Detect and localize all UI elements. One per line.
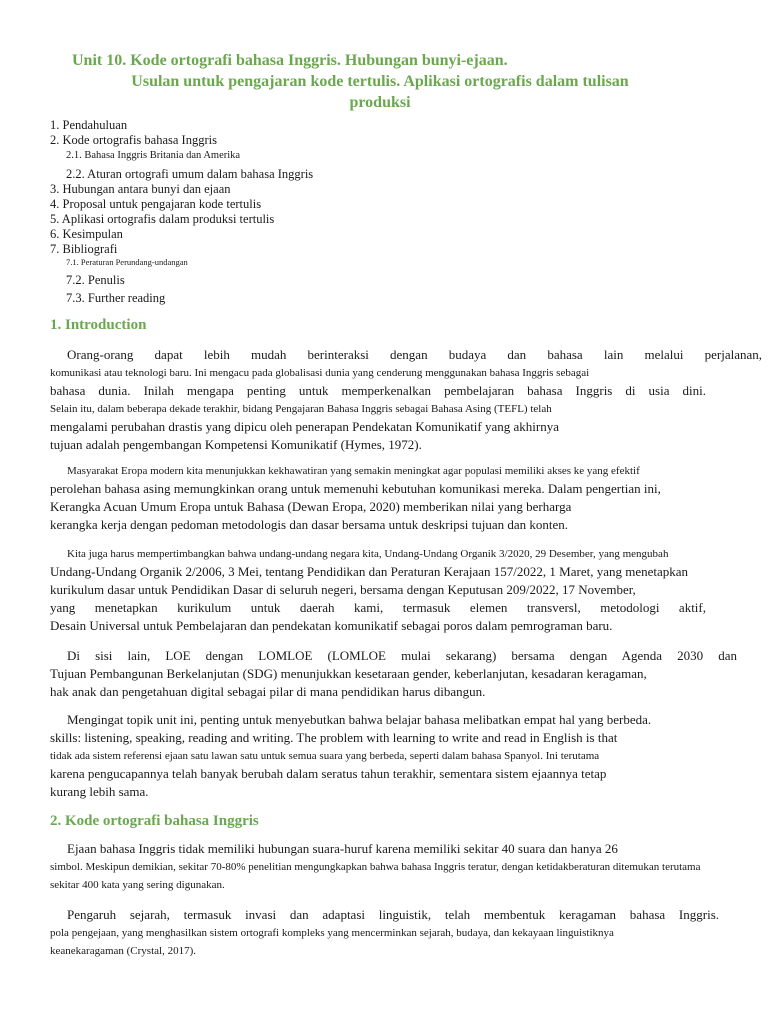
text-line: kurikulum dasar untuk Pendidikan Dasar di seluruh negeri, bersama dengan Keputusan 209/2022, 17 November, xyxy=(50,582,636,597)
toc-item: 3. Hubungan antara bunyi dan ejaan xyxy=(50,182,231,196)
text-line: simbol. Meskipun demikian, sekitar 70-80% penelitian mengungkapkan bahwa bahasa Inggris teratur, dengan ketidakberaturan ditemukan terutama xyxy=(50,861,701,873)
paragraph-1 xyxy=(50,346,762,454)
toc-item: 5. Aplikasi ortografis dalam produksi tertulis xyxy=(50,212,275,226)
text-line: komunikasi atau teknologi baru. Ini mengacu pada globalisasi dunia yang cenderung menggunakan bahasa Inggris sebagai xyxy=(50,367,590,379)
toc-item: 7.2. Penulis xyxy=(66,273,125,287)
paragraph-6 xyxy=(50,840,762,894)
paragraph-2 xyxy=(50,462,762,534)
title-line-2: Usulan untuk pengajaran kode tertulis. Aplikasi ortografis dalam tulisan xyxy=(131,73,629,90)
document-title xyxy=(40,50,720,113)
text-line: karena pengucapannya telah banyak berubah dalam seratus tahun terakhir, sementara sistem ejaannya tetap xyxy=(50,766,607,781)
text-line: Di sisi lain, LOE dengan LOMLOE (LOMLOE mulai sekarang) bersama dengan Agenda 2030 dan xyxy=(67,648,737,663)
toc-item: 7.3. Further reading xyxy=(66,291,166,305)
toc-item: 1. Pendahuluan xyxy=(50,118,128,132)
paragraph-3 xyxy=(50,545,762,635)
text-line: Kerangka Acuan Umum Eropa untuk Bahasa (Dewan Eropa, 2020) memberikan nilai yang berharga xyxy=(50,499,572,514)
toc-item: 7.1. Peraturan Perundang-undangan xyxy=(66,257,188,267)
text-line: Tujuan Pembangunan Berkelanjutan (SDG) menunjukkan kesetaraan gender, keberlanjutan, kesadaran keragaman, xyxy=(50,666,647,681)
text-line: Kita juga harus mempertimbangkan bahwa undang-undang negara kita, Undang-Undang Organik 3/2020, 29 Desember, yang mengubah xyxy=(67,548,669,560)
text-line: keanekaragaman (Crystal, 2017). xyxy=(50,945,196,957)
toc-item: 4. Proposal untuk pengajaran kode tertulis xyxy=(50,197,262,211)
toc-item: 2.1. Bahasa Inggris Britania dan Amerika xyxy=(66,150,241,161)
toc-item: 2.2. Aturan ortografi umum dalam bahasa Inggris xyxy=(66,167,314,181)
table-of-contents xyxy=(50,118,313,306)
title-line-3: produksi xyxy=(349,94,411,111)
text-line: tujuan adalah pengembangan Kompetensi Komunikatif (Hymes, 1972). xyxy=(50,437,422,452)
text-line: Selain itu, dalam beberapa dekade terakhir, bidang Pengajaran Bahasa Inggris sebagai Bahasa Asing (TEFL) telah xyxy=(50,403,552,415)
text-line: sekitar 400 kata yang sering digunakan. xyxy=(50,879,225,891)
text-line: skills: listening, speaking, reading and writing. The problem with learning to write and read in English is that xyxy=(50,730,618,745)
toc-item: 6. Kesimpulan xyxy=(50,227,123,241)
text-line: mengalami perubahan drastis yang dipicu oleh penerapan Pendekatan Komunikatif yang akhirnya xyxy=(50,419,559,434)
text-line: pola pengejaan, yang menghasilkan sistem ortografi kompleks yang mencerminkan sejarah, budaya, dan kekayaan linguistiknya xyxy=(50,927,614,939)
text-line: Pengaruh sejarah, termasuk invasi dan adaptasi linguistik, telah membentuk keragaman bahasa Inggris. xyxy=(67,907,719,922)
text-line: Undang-Undang Organik 2/2006, 3 Mei, tentang Pendidikan dan Peraturan Kerajaan 157/2022, 1 Maret, yang menetapkan xyxy=(50,564,689,579)
text-line: Ejaan bahasa Inggris tidak memiliki hubungan suara-huruf karena memiliki sekitar 40 suara dan hanya 26 xyxy=(67,841,618,856)
toc-item: 7. Bibliografi xyxy=(50,242,118,256)
text-line: kurang lebih sama. xyxy=(50,784,149,799)
text-line: Orang-orang dapat lebih mudah berinteraksi dengan budaya dan bahasa lain melalui perjalanan, xyxy=(67,347,762,362)
section-heading-kode-ortografi: 2. Kode ortografi bahasa Inggris xyxy=(50,813,259,829)
toc-item: 2. Kode ortografis bahasa Inggris xyxy=(50,133,217,147)
text-line: yang menetapkan kurikulum untuk daerah kami, termasuk elemen transversl, metodologi aktif, xyxy=(50,600,706,615)
title-line-1: Unit 10. Kode ortografi bahasa Inggris. Hubungan bunyi-ejaan. xyxy=(72,52,508,69)
text-line: tidak ada sistem referensi ejaan satu lawan satu untuk semua suara yang berbeda, seperti dalam bahasa Spanyol. Ini terutama xyxy=(50,750,600,762)
text-line: Masyarakat Eropa modern kita menunjukkan kekhawatiran yang semakin meningkat agar populasi memiliki akses ke yang efektif xyxy=(67,465,640,477)
text-line: Mengingat topik unit ini, penting untuk menyebutkan bahwa belajar bahasa melibatkan empat hal yang berbeda. xyxy=(67,712,652,727)
paragraph-5 xyxy=(50,711,762,801)
text-line: perolehan bahasa asing memungkinkan orang untuk memenuhi kebutuhan komunikasi mereka. Dalam pengertian ini, xyxy=(50,481,661,496)
text-line: Desain Universal untuk Pembelajaran dan pendekatan komunikatif sebagai poros dalam pemrograman baru. xyxy=(50,618,613,633)
text-line: kerangka kerja dengan pedoman metodologis dan dasar bersama untuk deskripsi tujuan dan konten. xyxy=(50,517,569,532)
section-heading-introduction: 1. Introduction xyxy=(50,317,147,333)
paragraph-4 xyxy=(50,647,762,701)
text-line: bahasa dunia. Inilah mengapa penting untuk memperkenalkan pembelajaran bahasa Inggris di usia dini. xyxy=(50,383,706,398)
paragraph-7 xyxy=(50,906,762,960)
text-line: hak anak dan pengetahuan digital sebagai pilar di mana pendidikan harus dibangun. xyxy=(50,684,486,699)
